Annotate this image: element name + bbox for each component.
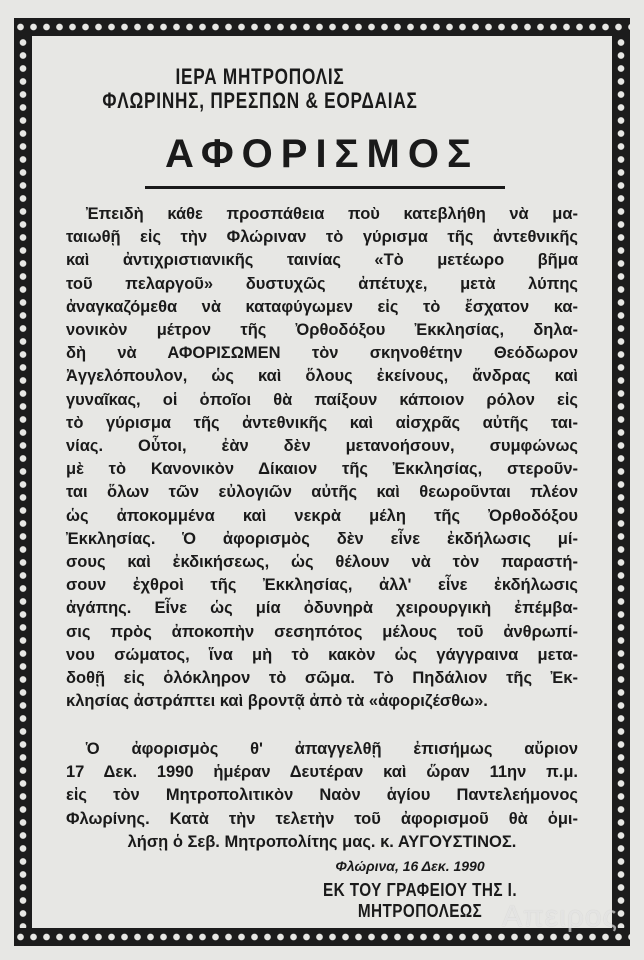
document-title: ΑΦΟΡΙΣΜΟΣ	[165, 132, 479, 176]
issuing-office: ΕΚ ΤΟΥ ΓΡΑΦΕΙΟΥ ΤΗΣ Ι. ΜΗΤΡΟΠΟΛΕΩΣ	[322, 880, 518, 921]
body-line: Ἐκκλησίας. Ὁ ἀφορισμὸς δὲν εἶνε ἐκδήλωσις μί-	[66, 529, 578, 548]
body-line: ὡς ἀποκομμένα καὶ νεκρὰ μέλη τῆς Ὀρθοδόξου	[66, 506, 578, 525]
announcement-line: εἰς τὸν Μητροπολιτικὸν Ναὸν ἁγίου Παντελεήμονος	[66, 786, 578, 805]
announcement-line: Ὁ ἀφορισμὸς θ' ἀπαγγελθῇ ἐπισήμως αὔριον	[86, 740, 578, 758]
issuer-line-2: ΦΛΩΡΙΝΗΣ, ΠΡΕΣΠΩΝ & ΕΟΡΔΑΙΑΣ	[102, 88, 418, 113]
body-line: τοῦ πελαργοῦ» δυστυχῶς ἀπέτυχε, μετὰ λύπης	[66, 274, 578, 293]
body-line: γυναῖκας, οἱ ὁποῖοι θὰ παίξουν κάποιον ρόλον εἰς	[66, 390, 578, 409]
body-line: νονικὸν μέτρον τῆς Ὀρθοδόξου Ἐκκλησίας, δηλα-	[66, 321, 578, 340]
body-line: μὲ τὸ Κανονικὸν Δίκαιον τῆς Ἐκκλησίας, στεροῦν-	[66, 460, 578, 479]
issuer-line-1: ΙΕΡΑ ΜΗΤΡΟΠΟΛΙΣ	[175, 64, 345, 89]
body-line: Ἀγγελόπουλον, ὡς καὶ ὅλους ἐκείνους, ἄνδρας καὶ	[66, 367, 578, 386]
body-text	[66, 203, 578, 713]
issue-date: Φλώρινα, 16 Δεκ. 1990	[335, 858, 485, 874]
announcement-text	[66, 738, 578, 854]
body-line: νου σώματος, ἵνα μὴ τὸ κακὸν ὡς γάγγραινα μετα-	[66, 645, 578, 664]
body-line: σους καὶ ἐκδικήσεως, ὡς θέλουν νὰ τὸν παραστή-	[66, 553, 578, 572]
body-line: νίας. Οὗτοι, ἐὰν δὲν μετανοήσουν, συμφώνως	[66, 437, 578, 456]
body-line: σουν ἐχθροὶ τῆς Ἐκκλησίας, ἀλλ' εἶνε ἐκδήλωσις	[66, 576, 578, 595]
body-line: ἀγάπης. Εἶνε ὡς μία ὀδυνηρὰ χειρουργικὴ ἐπέμβα-	[66, 599, 578, 618]
body-line: δοθῇ εἰς ὁλόκληρον τὸ σῶμα. Τὸ Πηδάλιον τῆς Ἐκ-	[66, 669, 578, 688]
body-line: Ἐπειδὴ κάθε προσπάθεια ποὺ κατεβλήθη νὰ μα-	[86, 205, 578, 223]
body-line: ται ὅλων τῶν εὐλογιῶν αὐτῆς καὶ θεωροῦνται πλέον	[66, 483, 578, 502]
body-line: καὶ ἀντιχριστιανικῆς ταινίας «Τὸ μετέωρο βῆμα	[66, 251, 578, 270]
body-line: ταιωθῇ εἰς τὴν Φλώριναν τὸ γύρισμα τῆς ἀντεθνικῆς	[66, 228, 578, 247]
watermark: Απειρος	[502, 900, 618, 933]
decorative-border-top	[14, 18, 630, 36]
title-underline	[145, 186, 505, 189]
body-line: δὴ νὰ ΑΦΟΡΙΣΩΜΕΝ τὸν σκηνοθέτην Θεόδωρον	[66, 344, 578, 363]
announcement-line: 17 Δεκ. 1990 ἡμέραν Δευτέραν καὶ ὥραν 11ην π.μ.	[66, 763, 578, 782]
body-line: σις πρὸς ἀποκοπὴν σεσηπότος μέλους τοῦ ἀνθρωπί-	[66, 622, 578, 641]
announcement-line: λήσῃ ὁ Σεβ. Μητροπολίτης μας. κ. ΑΥΓΟΥΣΤΙΝΟΣ.	[127, 832, 517, 851]
body-line: τὸ γύρισμα τῆς ἀντεθνικῆς καὶ αἰσχρᾶς αὐτῆς ται-	[66, 413, 578, 432]
body-line: κλησίας ἀστράπτει καὶ βροντᾷ ἀπὸ τὰ «ἀφοριζέσθω».	[66, 692, 488, 711]
body-line: ἀναγκαζόμεθα νὰ καταφύγωμεν εἰς τὸ ἔσχατον κα-	[66, 297, 578, 316]
announcement-line: Φλωρίνης. Κατὰ τὴν τελετὴν τοῦ ἀφορισμοῦ θὰ ὁμι-	[66, 809, 578, 828]
